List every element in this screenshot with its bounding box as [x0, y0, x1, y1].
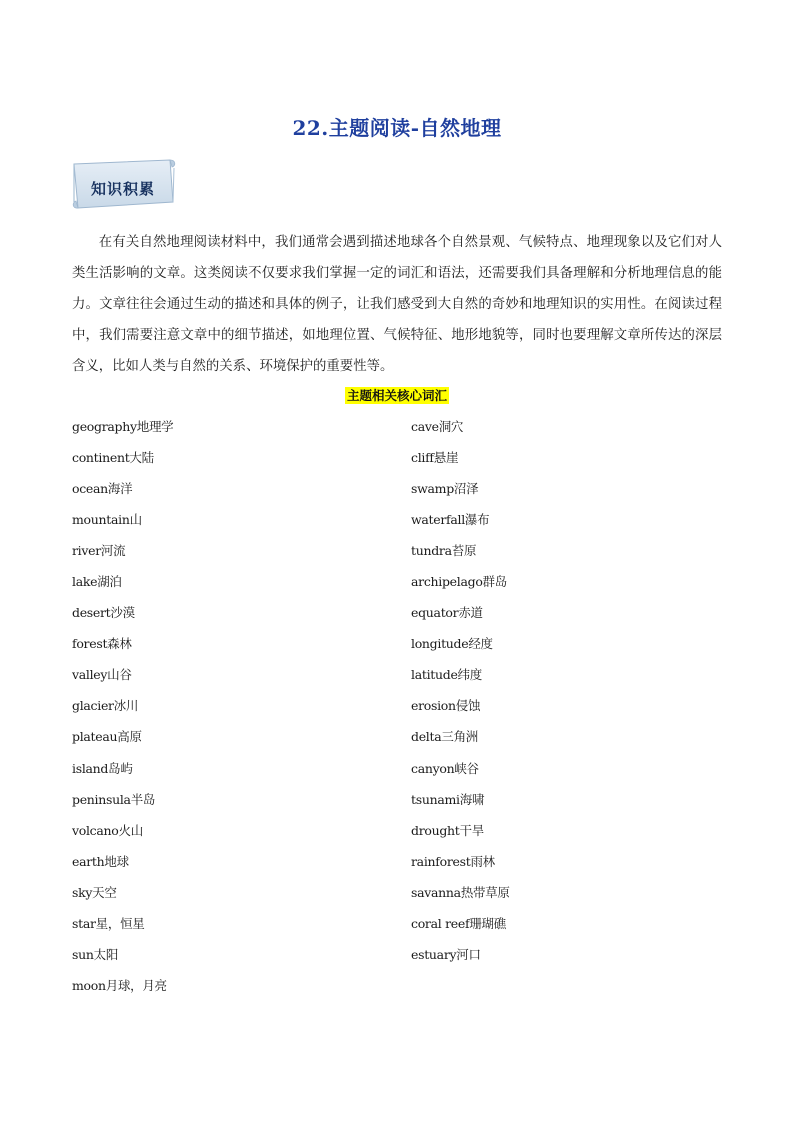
vocab-term-left: peninsula半岛 — [72, 791, 156, 807]
vocab-term-right: estuary河口 — [411, 947, 481, 963]
vocab-term-right: longitude经度 — [411, 636, 493, 652]
section-banner-label: 知识积累 — [90, 180, 155, 198]
vocab-row — [72, 814, 632, 845]
vocab-term-left: mountain山 — [72, 511, 142, 527]
vocab-row — [72, 908, 632, 939]
vocab-term-right: rainforest雨林 — [411, 853, 495, 869]
vocab-term-left: island岛屿 — [72, 760, 133, 776]
vocab-term-right: tsunami海啸 — [411, 791, 485, 807]
vocab-row — [72, 472, 632, 503]
vocab-term-right: delta三角洲 — [411, 729, 478, 745]
vocab-term-right: canyon峡谷 — [411, 760, 479, 776]
vocab-term-right: cliff悬崖 — [411, 449, 459, 465]
vocab-row — [72, 659, 632, 690]
vocab-term-left: sun太阳 — [72, 947, 119, 963]
vocab-term-left: earth地球 — [72, 853, 129, 869]
vocab-term-right: coral reef珊瑚礁 — [411, 916, 506, 932]
vocab-term-left: plateau高原 — [72, 729, 142, 745]
vocab-term-left: geography地理学 — [72, 418, 174, 434]
section-banner — [70, 158, 176, 212]
intro-paragraph: 在有关自然地理阅读材料中，我们通常会遇到描述地球各个自然景观、气候特点、地理现象以及它们对人类生活影响的文章。这类阅读不仅要求我们掌握一定的词汇和语法，还需要我们具备理解和分析地理信息的能力。文章往往会通过生动的描述和具体的例子，让我们感受到大自然的奇妙和地理知识的实用性。在阅读过程中，我们需要注意文章中的细节描述，如地理位置、气候特征、地形地貌等，同时也要理解文章所传达的深层含义，比如人类与自然的关系、环境保护的重要性等。 — [72, 235, 722, 374]
vocab-term-right: swamp沼泽 — [411, 480, 479, 496]
vocab-row — [72, 597, 632, 628]
vocab-term-right: tundra苔原 — [411, 542, 477, 558]
vocab-term-left: volcano火山 — [72, 822, 143, 838]
vocab-term-right: savanna热带草原 — [411, 884, 510, 900]
vocab-term-right: latitude纬度 — [411, 667, 482, 683]
vocab-term-left: forest森林 — [72, 636, 132, 652]
vocab-row — [72, 628, 632, 659]
page-title: 22.主题阅读-自然地理 — [292, 116, 502, 140]
vocab-list — [72, 410, 632, 1001]
vocab-heading: 主题相关核心词汇 — [346, 388, 447, 403]
vocab-row — [72, 503, 632, 534]
vocab-heading-container — [0, 385, 794, 404]
vocab-term-left: continent大陆 — [72, 449, 154, 465]
vocab-term-left: desert沙漠 — [72, 605, 135, 621]
vocab-term-right: drought干旱 — [411, 822, 484, 838]
vocab-row — [72, 752, 632, 783]
vocab-row — [72, 410, 632, 441]
vocab-term-right: equator赤道 — [411, 605, 483, 621]
vocab-term-left: river河流 — [72, 542, 126, 558]
vocab-term-left: glacier冰川 — [72, 698, 139, 714]
vocab-row — [72, 845, 632, 876]
vocab-term-left: moon月球，月亮 — [72, 978, 167, 994]
vocab-row — [72, 690, 632, 721]
vocab-term-left: star星，恒星 — [72, 916, 145, 932]
vocab-term-right: erosion侵蚀 — [411, 698, 481, 714]
vocab-row — [72, 783, 632, 814]
vocab-row — [72, 534, 632, 565]
vocab-term-left: ocean海洋 — [72, 480, 133, 496]
vocab-term-left: valley山谷 — [72, 667, 132, 683]
vocab-term-left: sky天空 — [72, 884, 117, 900]
vocab-row — [72, 970, 632, 1001]
vocab-term-left: lake湖泊 — [72, 574, 122, 590]
vocab-row — [72, 876, 632, 907]
vocab-row — [72, 441, 632, 472]
vocab-row — [72, 721, 632, 752]
vocab-term-right: waterfall瀑布 — [411, 511, 490, 527]
vocab-row — [72, 565, 632, 596]
vocab-row — [72, 939, 632, 970]
vocab-term-right: archipelago群岛 — [411, 574, 507, 590]
vocab-term-right: cave洞穴 — [411, 418, 464, 434]
